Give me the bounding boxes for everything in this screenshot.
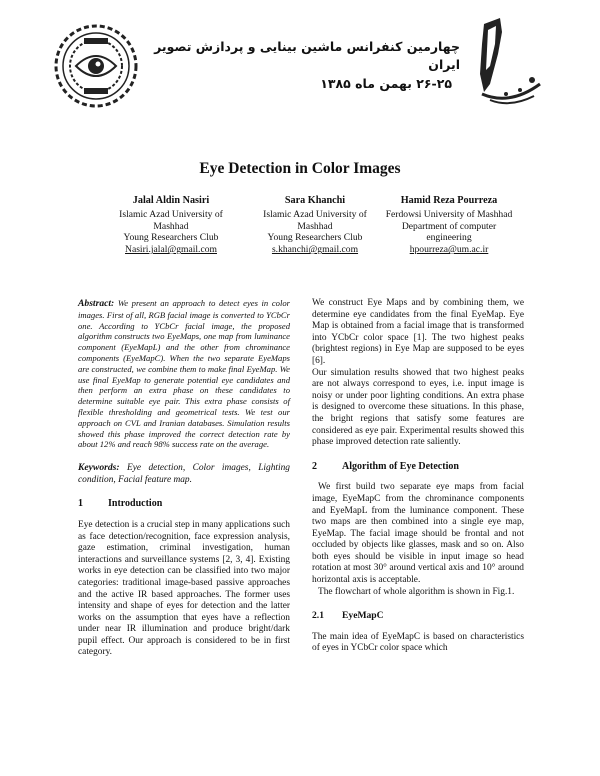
author-email[interactable]: hpourreza@um.ac.ir: [409, 244, 489, 256]
paper-title: Eye Detection in Color Images: [199, 160, 401, 177]
keywords-label: Keywords:: [78, 462, 120, 474]
author-affiliation: Department of computer: [401, 220, 497, 232]
author-affiliation: Islamic Azad University of: [263, 208, 367, 220]
paragraph: Eye detection is a crucial step in many applications such as face detection/recognition, face expression analysis, gaze estimation, criminal investigation, human interactions and surveillance systems [2, 3, 4]. Existing works in eye detection can be classified into two major categories: traditional image-based passive approaches and the active IR based approaches. The former uses intensity and shape of eyes for detection and the latter works on the assumption that eyes have a reflection under near IR illumination and produce bright/dark pupil effect. Our approach is considered to be in first category.: [78, 519, 290, 658]
author-name: Jalal Aldin Nasiri: [132, 195, 210, 206]
section-number: 1: [78, 498, 83, 510]
subsection-heading: [312, 610, 524, 622]
author-name: Sara Khanchi: [284, 195, 346, 206]
author-affiliation: Mashhad: [297, 220, 333, 232]
author-affiliation: Young Researchers Club: [267, 232, 363, 244]
author-block: [364, 195, 534, 256]
paragraph: The flowchart of whole algorithm is shown in Fig.1.: [318, 586, 515, 597]
author-affiliation: engineering: [426, 232, 472, 244]
author-name: Hamid Reza Pourreza: [400, 195, 498, 206]
section-title: Introduction: [108, 498, 163, 510]
abstract: [78, 298, 290, 450]
subsection-title: EyeMapC: [342, 610, 384, 622]
section-heading: [312, 461, 524, 473]
author-affiliation: Ferdowsi University of Mashhad: [385, 208, 513, 220]
conference-logo: [54, 24, 138, 108]
section-title: Algorithm of Eye Detection: [342, 460, 459, 472]
conference-title: چهارمین کنفرانس ماشین بینایی و پردازش تصویر ایران: [154, 39, 460, 72]
paragraph: Our simulation results showed that two highest peaks are not always correspond to eyes, i.e. input image is noisy or under poor lighting conditions. An extra phase is designed to overcome these situations. In this phase, the bright regions that satisfy some features are considered as eye pair. Experimental results showed this phase improved detection rate saliently.: [312, 367, 524, 448]
university-logo: [470, 14, 550, 114]
author-affiliation: Islamic Azad University of: [119, 208, 223, 220]
author-affiliation: Young Researchers Club: [123, 232, 219, 244]
author-affiliation: Mashhad: [153, 220, 189, 232]
paragraph: We construct Eye Maps and by combining them, we determine eye candidates from the final EyeMap. Eye Map is obtained from a facial image that is transformed into YCbCr color space [1]. The two highest peaks (brightest regions) in Eye Map are supposed to be eyes [6].: [312, 298, 524, 366]
conference-header: [150, 38, 460, 94]
keywords-text: Eye detection, Color images, Lighting condition, Facial feature map.: [78, 463, 290, 485]
paragraph: We first build two separate eye maps from facial image, EyeMapC from the chrominance components and EyeMapL from the luminance component. These two maps are then combined into a single eye map, EyeMap. The facial image should be frontal and not occluded by objects like glasses, mask and so on. Also both eyes should be visible in input image so head rotation at most 30° around vertical axis and 10° around horizontal axis is acceptable.: [312, 482, 524, 586]
keywords: [78, 462, 290, 486]
author-email[interactable]: s.khanchi@gmail.com: [271, 244, 359, 256]
author-email[interactable]: Nasiri.jalal@gmail.com: [125, 244, 217, 256]
left-column: [78, 298, 290, 659]
section-number: 2: [312, 460, 317, 472]
abstract-label: Abstract:: [78, 298, 115, 309]
section-heading: [78, 498, 290, 510]
paragraph: The main idea of EyeMapC is based on characteristics of eyes in YCbCr color space which: [312, 631, 524, 654]
subsection-number: 2.1: [312, 610, 324, 622]
conference-dates: ۲۶-۲۵ بهمن ماه ۱۳۸۵: [320, 76, 452, 91]
right-column: [312, 298, 524, 655]
abstract-text: We present an approach to detect eyes in color images. First of all, RGB facial image is converted to YCbCr one. According to YCbCr facial image, the proposed algorithm constructs two EyeMaps, one map from luminance component (EyeMapL) and the other from chrominance components (EyeMapC). When the two separate EyeMaps are constructed, we combine them to make final EyeMap. We use final EyeMap to generate potential eye candidates and then perform an extra phase on these candidates to determine suitable eye pair. This extra phase consists of flexible thresholding and geometrical tests. We test our approach on CVL and Iranian databases. Simulation results showed this phase improved the correct detection rate by about 12% and reach 98% success rate on the average.: [78, 298, 290, 450]
